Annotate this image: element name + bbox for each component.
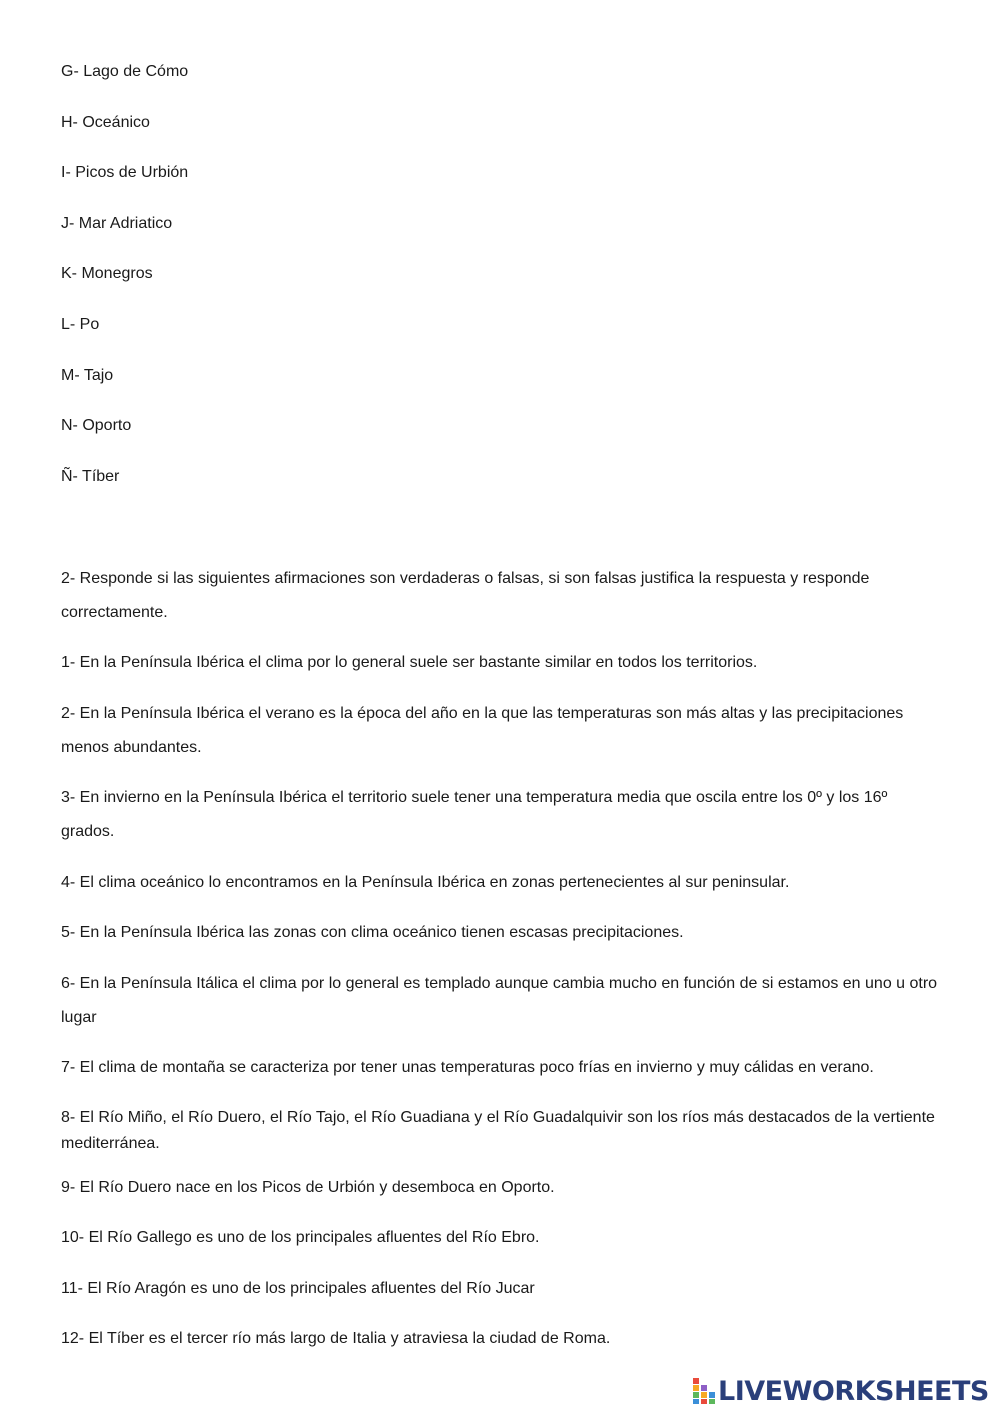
statement-10: 10- El Río Gallego es uno de los principales afluentes del Río Ebro. <box>61 1229 540 1246</box>
liveworksheets-logo-text: LIVEWORKSHEETS <box>718 1375 989 1407</box>
list-item-j: J- Mar Adriatico <box>61 215 173 232</box>
list-item-h: H- Oceánico <box>61 114 150 131</box>
statement-11: 11- El Río Aragón es uno de los principales afluentes del Río Jucar <box>61 1280 535 1297</box>
statement-4: 4- El clima oceánico lo encontramos en la Península Ibérica en zonas pertenecientes al sur peninsular. <box>61 874 790 891</box>
list-item-g: G- Lago de Cómo <box>61 63 189 80</box>
statement-8: 8- El Río Miño, el Río Duero, el Río Tajo, el Río Guadiana y el Río Guadalquivir son los ríos más destacados de la vertiente mediterránea. <box>61 1109 935 1152</box>
list-item-l: L- Po <box>61 316 100 333</box>
statement-12: 12- El Tíber es el tercer río más largo de Italia y atraviesa la ciudad de Roma. <box>61 1330 611 1347</box>
list-item-n: N- Oporto <box>61 417 132 434</box>
statement-1: 1- En la Península Ibérica el clima por lo general suele ser bastante similar en todos los territorios. <box>61 654 758 671</box>
list-item-m: M- Tajo <box>61 367 114 384</box>
question-2-heading: 2- Responde si las siguientes afirmaciones son verdaderas o falsas, si son falsas justifica la respuesta y responde correctamente. <box>61 570 870 621</box>
list-item-enye: Ñ- Tíber <box>61 468 120 485</box>
liveworksheets-logo-icon <box>693 1378 715 1404</box>
statement-6: 6- En la Península Itálica el clima por lo general es templado aunque cambia mucho en función de si estamos en uno u otro lugar <box>61 975 938 1026</box>
liveworksheets-logo[interactable] <box>693 1376 989 1406</box>
statement-3: 3- En invierno en la Península Ibérica el territorio suele tener una temperatura media que oscila entre los 0º y los 16º grados. <box>61 789 888 840</box>
statement-9: 9- El Río Duero nace en los Picos de Urbión y desemboca en Oporto. <box>61 1179 555 1196</box>
statement-2: 2- En la Península Ibérica el verano es la época del año en la que las temperaturas son más altas y las precipitaciones menos abundantes. <box>61 705 904 756</box>
statement-7: 7- El clima de montaña se caracteriza por tener unas temperaturas poco frías en invierno y muy cálidas en verano. <box>61 1059 874 1076</box>
statement-5: 5- En la Península Ibérica las zonas con clima oceánico tienen escasas precipitaciones. <box>61 924 684 941</box>
list-item-k: K- Monegros <box>61 265 153 282</box>
list-item-i: I- Picos de Urbión <box>61 164 189 181</box>
